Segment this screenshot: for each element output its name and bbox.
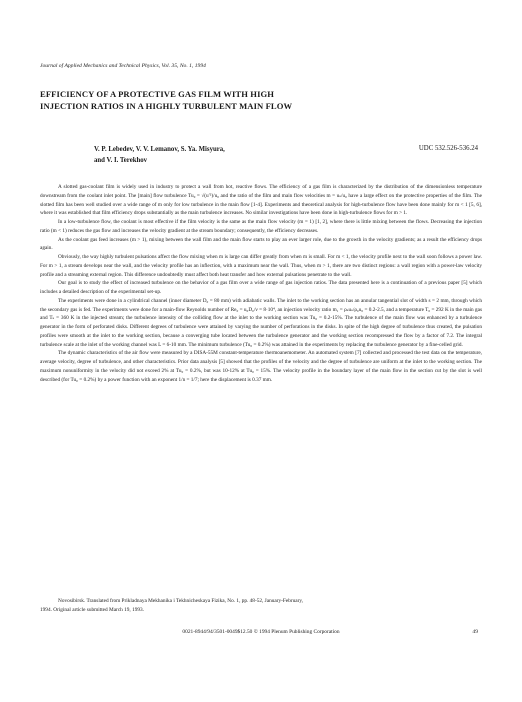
paragraph-4: Obviously, the way highly turbulent pulsations affect the flow mixing when m is large can differ greatly from when m is small. For m < 1, the velocity profile next to the wall soon follows a power law. For m > 1, a stream develops near the wall, and the velocity profile has an inflection, with a maximum near the wall. Thus, when m > 1, there are two distinct regions: a wall region with a power-law velocity profile and a streaming external region. This difference undoubtedly must affect both heat transfer and how external pulsations penetrate to the wall.: [40, 254, 482, 278]
footnote: [40, 597, 482, 614]
paragraph-1: A slotted gas-coolant film is widely used in industry to protect a wall from hot, reactive flows. The efficiency of a gas film is characterized by the distribution of the dimensionless temperature downstream from the coolant inlet point. The [main] flow turbulence Tu₀ = √(u′²)/u₀ and the ratio of the film and main flow velocities m = uₛ/u₀ have a large effect on the protective properties of the film. The slotted film has been well studied over a wide range of m only for low turbulence in the main flow [1-4]. Experiments and theoretical analysis for high-turbulence flow have been done mainly for m < 1 [5, 6], where it was established that film efficiency drops substantially as the main turbulence increases. No similar investigations have been done in high-turbulence flows for m > 1.: [40, 184, 482, 217]
authors-line-1: V. P. Lebedev, V. V. Lemanov, S. Ya. Misyura,: [94, 146, 225, 153]
paragraph-5: Our goal is to study the effect of increased turbulence on the behavior of a gas film over a wide range of gas injection ratios. The data presented here is a continuation of a previous paper [5] which includes a detailed description of the experimental set-up.: [40, 280, 482, 295]
paragraph-6: The experiments were done in a cylindrical channel (inner diameter D₀ = 80 mm) with adiabatic walls. The inlet to the working section has an annular tangential slot of width s = 2 mm, through which the secondary gas is fed. The experiments were done for a main-flow Reynolds number of Re₀ = u₀D₀/ν = 8·10⁴, an injection velocity ratio m₁ = ρₛuₛ/ρ₀u₀ = 0.2-2.5, and a temperature T₀ = 292 K in the main gas and Tₛ = 360 K in the injected stream; the turbulence intensity of the colliding flow at the inlet to the working section was Tu₀ = 0.2-15%. The turbulence of the main flow was enhanced by a turbulence generator in the form of perforated disks. Different degrees of turbulence were attained by varying the number of perforations in the disks. In spite of the high degree of turbulence thus created, the pulsation profiles were smooth at the inlet to the working section, because a converging tube located between the turbulence generator and the working section recompressed the flow by a factor of 7.2. The integral turbulence scale at the inlet of the working channel was L = 6-10 mm. The minimum turbulence (Tu₀ = 0.2%) was attained in the experiments by replacing the turbulence generator by a fine-celled grid.: [40, 297, 482, 348]
authors: [94, 145, 225, 166]
footnote-line-1: Novosibirsk. Translated from Prikladnaya Mekhanika i Tekhnicheskaya Fizika, No. 1, pp. 48-52, January-February,: [58, 598, 304, 604]
copyright-line: 0021-8944/94/3501-0049$12.50 © 1994 Plenum Publishing Corporation: [182, 629, 340, 635]
article-title: [40, 88, 480, 112]
authors-line-2: and V. I. Terekhov: [94, 156, 148, 164]
title-line-1: EFFICIENCY OF A PROTECTIVE GAS FILM WITH HIGH: [40, 89, 275, 99]
journal-header: Journal of Applied Mechanics and Technical Physics, Vol. 35, No. 1, 1994: [40, 63, 206, 69]
article-body: [40, 183, 482, 384]
footnote-line-2: 1994. Original article submitted March 19, 1993.: [40, 606, 145, 613]
page-number: 49: [472, 629, 478, 635]
udc-code: UDC 532.526-536.24: [418, 145, 478, 152]
paragraph-3: As the coolant gas feed increases (m > 1), mixing between the wall film and the main flow starts to play an ever larger role, due to the growth in the velocity gradients; as a result the efficiency drops again.: [40, 236, 482, 252]
paragraph-7: The dynamic characteristics of the air flow were measured by a DISA-55M constant-temperature thermoanemometer. An automated system [7] collected and processed the test data on the temperature, average velocity, degree of turbulence, and other characteristics. Prior data analysis [5] showed that the profiles of the velocity and the degree of turbulence are uniform at the inlet to the working section. The maximum nonuniformity in the velocity did not exceed 2% at Tu₀ = 0.2%, but was 10-12% at Tu₀ = 15%. The velocity profile in the boundary layer of the main flow in the section cut by the slot is well described (for Tu₀ = 0.2%) by a power function with an exponent 1/n = 1/7; here the displacement is 0.37 mm.: [40, 350, 482, 383]
paragraph-2: In a low-turbulence flow, the coolant is most effective if the film velocity is the same as the main flow velocity (m = 1) [1, 2], where there is little mixing between the flows. Decreasing the injection ratio (m < 1) reduces the gas flow and increases the velocity gradient at the stream boundary; consequently, the efficiency decreases.: [40, 219, 482, 234]
title-line-2: INJECTION RATIOS IN A HIGHLY TURBULENT MAIN FLOW: [40, 101, 293, 111]
